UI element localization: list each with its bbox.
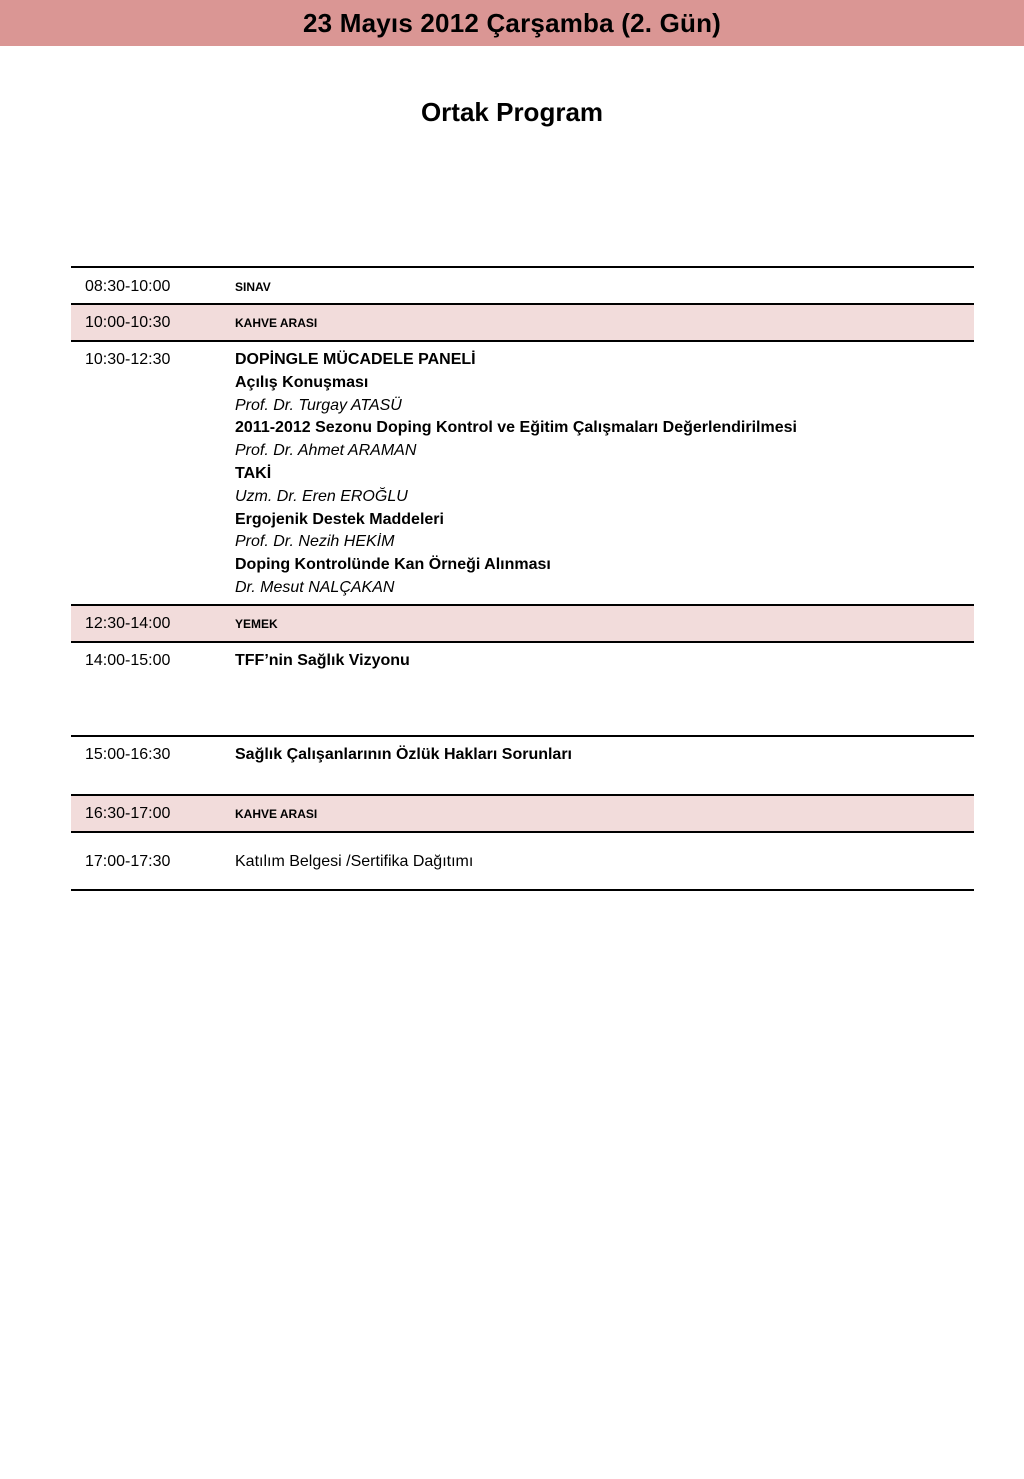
session-title: TFF’nin Sağlık Vizyonu	[235, 652, 410, 669]
session-time: 08:30-10:00	[85, 278, 171, 295]
talk-speaker: Dr. Mesut NALÇAKAN	[235, 578, 395, 596]
session-title: Sağlık Çalışanlarının Özlük Hakları Sorunları	[235, 746, 572, 763]
session-time: 10:00-10:30	[85, 314, 171, 331]
table-row	[71, 833, 974, 891]
session-time: 14:00-15:00	[85, 652, 171, 669]
session-label: YEMEK	[235, 617, 278, 631]
session-label: SINAV	[235, 280, 271, 294]
page-title: 23 Mayıs 2012 Çarşamba (2. Gün)	[302, 7, 722, 38]
talk-title: 2011-2012 Sezonu Doping Kontrol ve Eğitim Çalışmaları Değerlendirilmesi	[235, 419, 797, 437]
session-time: 16:30-17:00	[85, 805, 171, 822]
talk-title: Ergojenik Destek Maddeleri	[235, 510, 444, 528]
session-label: KAHVE ARASI	[235, 316, 318, 330]
schedule-table	[71, 266, 974, 891]
talk-title: Doping Kontrolünde Kan Örneği Alınması	[235, 556, 551, 574]
table-row	[71, 643, 974, 737]
table-row	[71, 606, 974, 643]
panel-title: DOPİNGLE MÜCADELE PANELİ	[235, 351, 476, 368]
table-row	[71, 796, 974, 833]
table-row	[71, 305, 974, 342]
talk-speaker: Uzm. Dr. Eren EROĞLU	[235, 487, 408, 505]
session-time: 10:30-12:30	[85, 351, 171, 368]
table-row	[71, 342, 974, 606]
header-banner	[0, 0, 1024, 46]
table-row	[71, 268, 974, 305]
session-label: KAHVE ARASI	[235, 807, 318, 821]
session-time: 15:00-16:30	[85, 746, 171, 763]
talk-speaker: Prof. Dr. Turgay ATASÜ	[235, 396, 402, 414]
talk-title: TAKİ	[235, 464, 272, 482]
session-title: Katılım Belgesi /Sertifika Dağıtımı	[235, 853, 474, 870]
talk-title: Açılış Konuşması	[235, 373, 369, 391]
table-row	[71, 737, 974, 796]
panel-content	[221, 349, 974, 604]
program-subtitle: Ortak Program	[420, 97, 604, 127]
session-time: 12:30-14:00	[85, 615, 171, 632]
talk-speaker: Prof. Dr. Ahmet ARAMAN	[235, 442, 417, 460]
session-time: 17:00-17:30	[85, 853, 171, 870]
talk-speaker: Prof. Dr. Nezih HEKİM	[235, 533, 395, 551]
